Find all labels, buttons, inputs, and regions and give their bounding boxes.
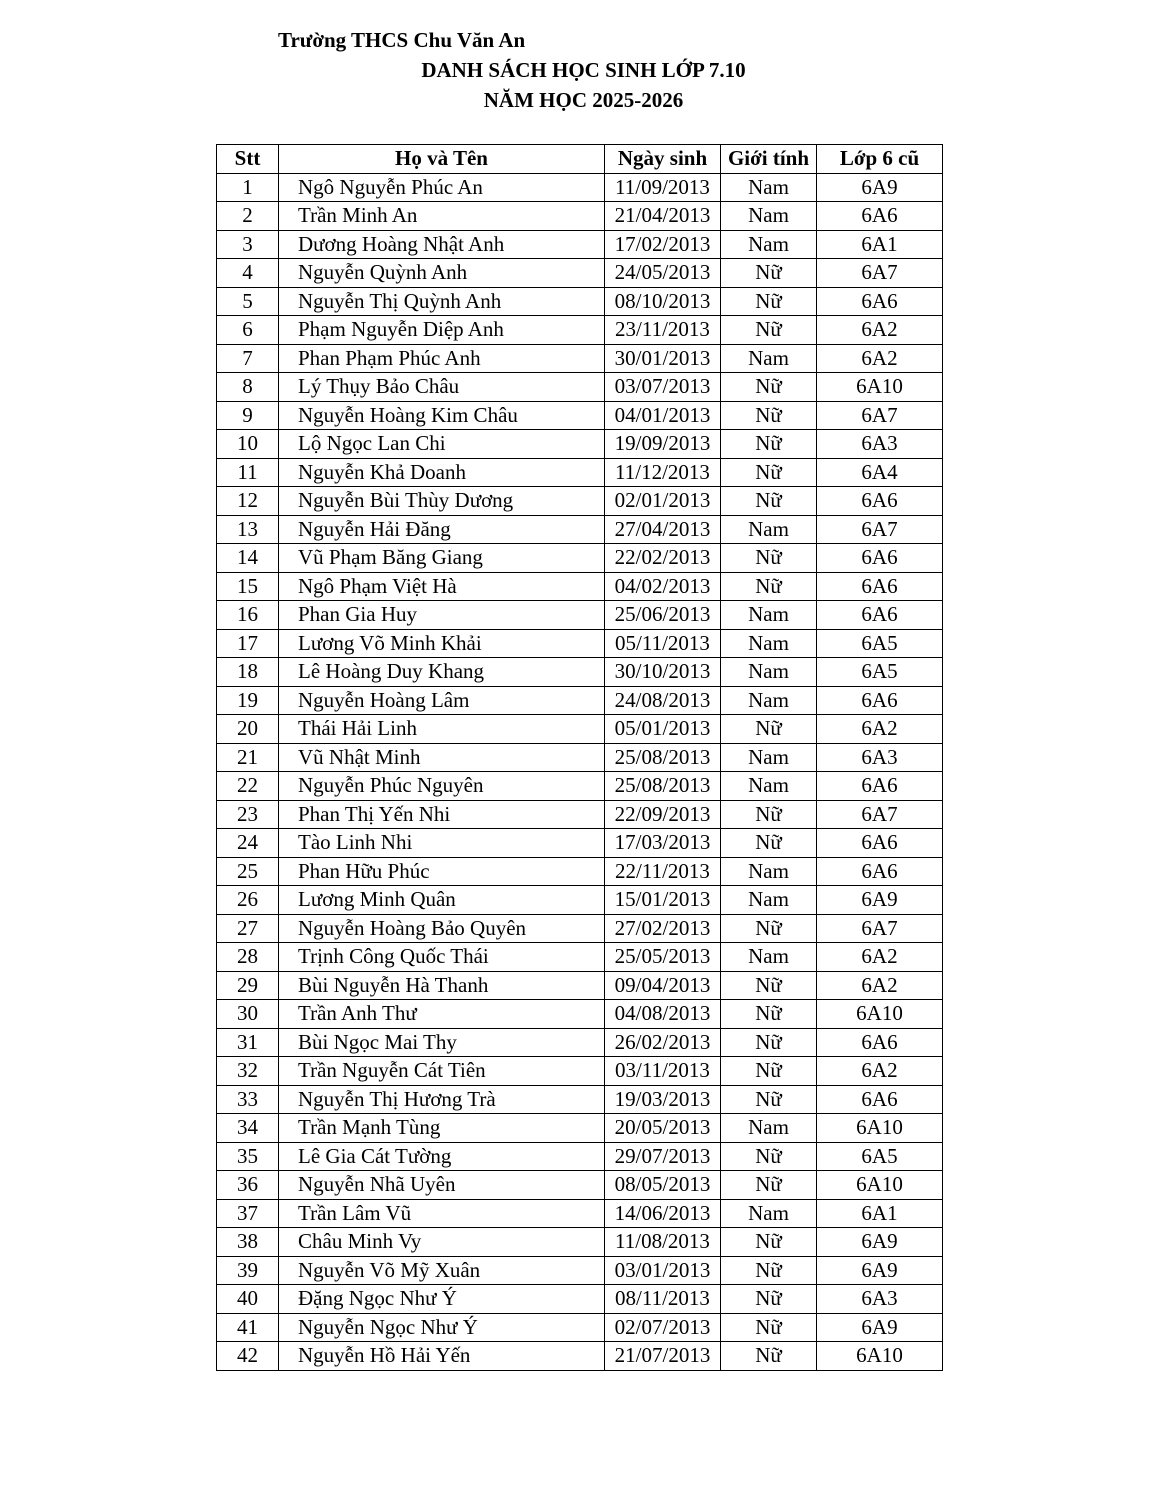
cell-gender: Nữ: [721, 1142, 817, 1171]
cell-birth-date: 27/04/2013: [605, 515, 721, 544]
cell-gender: Nữ: [721, 1085, 817, 1114]
cell-previous-class: 6A6: [817, 829, 943, 858]
cell-previous-class: 6A10: [817, 1171, 943, 1200]
cell-stt: 28: [217, 943, 279, 972]
cell-gender: Nam: [721, 1114, 817, 1143]
cell-previous-class: 6A6: [817, 202, 943, 231]
cell-birth-date: 19/09/2013: [605, 430, 721, 459]
cell-full-name: Phan Gia Huy: [279, 601, 605, 630]
cell-previous-class: 6A3: [817, 430, 943, 459]
table-row: [217, 487, 943, 516]
cell-birth-date: 08/11/2013: [605, 1285, 721, 1314]
cell-full-name: Nguyễn Hoàng Bảo Quyên: [279, 914, 605, 943]
cell-stt: 34: [217, 1114, 279, 1143]
table-row: [217, 772, 943, 801]
table-row: [217, 1342, 943, 1371]
cell-previous-class: 6A9: [817, 886, 943, 915]
cell-gender: Nữ: [721, 1342, 817, 1371]
cell-gender: Nữ: [721, 572, 817, 601]
cell-birth-date: 25/08/2013: [605, 772, 721, 801]
table-row: [217, 202, 943, 231]
cell-gender: Nữ: [721, 316, 817, 345]
cell-full-name: Phạm Nguyễn Diệp Anh: [279, 316, 605, 345]
table-row: [217, 230, 943, 259]
cell-stt: 40: [217, 1285, 279, 1314]
cell-previous-class: 6A9: [817, 173, 943, 202]
table-row: [217, 857, 943, 886]
cell-stt: 29: [217, 971, 279, 1000]
cell-full-name: Dương Hoàng Nhật Anh: [279, 230, 605, 259]
cell-full-name: Trần Nguyễn Cát Tiên: [279, 1057, 605, 1086]
cell-gender: Nữ: [721, 914, 817, 943]
cell-stt: 15: [217, 572, 279, 601]
cell-full-name: Bùi Nguyễn Hà Thanh: [279, 971, 605, 1000]
cell-previous-class: 6A4: [817, 458, 943, 487]
cell-birth-date: 27/02/2013: [605, 914, 721, 943]
cell-stt: 17: [217, 629, 279, 658]
cell-stt: 42: [217, 1342, 279, 1371]
cell-birth-date: 25/05/2013: [605, 943, 721, 972]
cell-gender: Nam: [721, 515, 817, 544]
table-row: [217, 715, 943, 744]
cell-birth-date: 04/02/2013: [605, 572, 721, 601]
cell-birth-date: 04/08/2013: [605, 1000, 721, 1029]
table-row: [217, 1171, 943, 1200]
document-title: DANH SÁCH HỌC SINH LỚP 7.10: [421, 58, 746, 82]
cell-stt: 14: [217, 544, 279, 573]
cell-previous-class: 6A6: [817, 857, 943, 886]
cell-full-name: Châu Minh Vy: [279, 1228, 605, 1257]
cell-stt: 27: [217, 914, 279, 943]
cell-previous-class: 6A2: [817, 344, 943, 373]
table-row: [217, 829, 943, 858]
student-list-table: [216, 144, 943, 1371]
cell-previous-class: 6A7: [817, 914, 943, 943]
cell-previous-class: 6A2: [817, 971, 943, 1000]
cell-birth-date: 22/11/2013: [605, 857, 721, 886]
cell-birth-date: 29/07/2013: [605, 1142, 721, 1171]
cell-full-name: Thái Hải Linh: [279, 715, 605, 744]
cell-gender: Nữ: [721, 287, 817, 316]
cell-birth-date: 11/12/2013: [605, 458, 721, 487]
cell-full-name: Đặng Ngọc Như Ý: [279, 1285, 605, 1314]
cell-full-name: Bùi Ngọc Mai Thy: [279, 1028, 605, 1057]
cell-full-name: Nguyễn Khả Doanh: [279, 458, 605, 487]
cell-birth-date: 02/01/2013: [605, 487, 721, 516]
cell-birth-date: 05/11/2013: [605, 629, 721, 658]
table-row: [217, 658, 943, 687]
cell-birth-date: 09/04/2013: [605, 971, 721, 1000]
cell-birth-date: 05/01/2013: [605, 715, 721, 744]
cell-birth-date: 15/01/2013: [605, 886, 721, 915]
table-row: [217, 316, 943, 345]
cell-stt: 18: [217, 658, 279, 687]
table-row: [217, 971, 943, 1000]
cell-gender: Nữ: [721, 259, 817, 288]
cell-previous-class: 6A6: [817, 1028, 943, 1057]
header-birth-date: Ngày sinh: [605, 145, 721, 174]
cell-full-name: Nguyễn Quỳnh Anh: [279, 259, 605, 288]
table-row: [217, 886, 943, 915]
cell-previous-class: 6A6: [817, 686, 943, 715]
cell-gender: Nam: [721, 601, 817, 630]
cell-previous-class: 6A9: [817, 1228, 943, 1257]
table-row: [217, 1114, 943, 1143]
cell-birth-date: 03/11/2013: [605, 1057, 721, 1086]
cell-stt: 22: [217, 772, 279, 801]
cell-previous-class: 6A2: [817, 316, 943, 345]
cell-stt: 20: [217, 715, 279, 744]
cell-full-name: Lý Thụy Bảo Châu: [279, 373, 605, 402]
cell-full-name: Phan Phạm Phúc Anh: [279, 344, 605, 373]
cell-full-name: Nguyễn Phúc Nguyên: [279, 772, 605, 801]
cell-previous-class: 6A2: [817, 943, 943, 972]
table-row: [217, 1228, 943, 1257]
cell-stt: 5: [217, 287, 279, 316]
table-row: [217, 686, 943, 715]
cell-stt: 37: [217, 1199, 279, 1228]
cell-previous-class: 6A5: [817, 629, 943, 658]
cell-gender: Nữ: [721, 544, 817, 573]
cell-gender: Nữ: [721, 1313, 817, 1342]
cell-full-name: Lương Võ Minh Khải: [279, 629, 605, 658]
cell-gender: Nữ: [721, 971, 817, 1000]
cell-gender: Nữ: [721, 1228, 817, 1257]
cell-gender: Nữ: [721, 1171, 817, 1200]
cell-birth-date: 03/07/2013: [605, 373, 721, 402]
cell-birth-date: 03/01/2013: [605, 1256, 721, 1285]
cell-previous-class: 6A10: [817, 373, 943, 402]
cell-full-name: Nguyễn Thị Quỳnh Anh: [279, 287, 605, 316]
cell-birth-date: 14/06/2013: [605, 1199, 721, 1228]
cell-birth-date: 23/11/2013: [605, 316, 721, 345]
table-row: [217, 1000, 943, 1029]
cell-stt: 1: [217, 173, 279, 202]
table-row: [217, 1285, 943, 1314]
table-row: [217, 601, 943, 630]
cell-stt: 26: [217, 886, 279, 915]
cell-previous-class: 6A7: [817, 401, 943, 430]
cell-gender: Nữ: [721, 1057, 817, 1086]
cell-stt: 19: [217, 686, 279, 715]
cell-previous-class: 6A2: [817, 1057, 943, 1086]
cell-previous-class: 6A5: [817, 658, 943, 687]
table-row: [217, 1142, 943, 1171]
cell-previous-class: 6A6: [817, 487, 943, 516]
cell-previous-class: 6A5: [817, 1142, 943, 1171]
cell-previous-class: 6A2: [817, 715, 943, 744]
cell-gender: Nam: [721, 743, 817, 772]
table-row: [217, 629, 943, 658]
cell-full-name: Nguyễn Hoàng Lâm: [279, 686, 605, 715]
cell-full-name: Ngô Nguyễn Phúc An: [279, 173, 605, 202]
table-body: [217, 173, 943, 1370]
table-row: [217, 800, 943, 829]
cell-stt: 23: [217, 800, 279, 829]
cell-full-name: Nguyễn Hồ Hải Yến: [279, 1342, 605, 1371]
cell-previous-class: 6A1: [817, 230, 943, 259]
header-gender: Giới tính: [721, 145, 817, 174]
cell-stt: 2: [217, 202, 279, 231]
cell-full-name: Trần Lâm Vũ: [279, 1199, 605, 1228]
table-header-row: [217, 145, 943, 174]
cell-birth-date: 17/02/2013: [605, 230, 721, 259]
cell-previous-class: 6A10: [817, 1114, 943, 1143]
cell-full-name: Vũ Nhật Minh: [279, 743, 605, 772]
cell-birth-date: 04/01/2013: [605, 401, 721, 430]
cell-gender: Nam: [721, 344, 817, 373]
cell-stt: 24: [217, 829, 279, 858]
table-row: [217, 1085, 943, 1114]
table-row: [217, 259, 943, 288]
cell-birth-date: 25/08/2013: [605, 743, 721, 772]
table-row: [217, 743, 943, 772]
cell-birth-date: 08/05/2013: [605, 1171, 721, 1200]
cell-previous-class: 6A3: [817, 743, 943, 772]
cell-birth-date: 24/05/2013: [605, 259, 721, 288]
cell-birth-date: 21/04/2013: [605, 202, 721, 231]
cell-full-name: Lương Minh Quân: [279, 886, 605, 915]
cell-stt: 13: [217, 515, 279, 544]
table-row: [217, 914, 943, 943]
cell-previous-class: 6A6: [817, 287, 943, 316]
cell-stt: 9: [217, 401, 279, 430]
cell-full-name: Nguyễn Bùi Thùy Dương: [279, 487, 605, 516]
cell-stt: 33: [217, 1085, 279, 1114]
cell-stt: 30: [217, 1000, 279, 1029]
table-row: [217, 458, 943, 487]
table-row: [217, 173, 943, 202]
cell-full-name: Lộ Ngọc Lan Chi: [279, 430, 605, 459]
cell-full-name: Lê Gia Cát Tường: [279, 1142, 605, 1171]
table-row: [217, 544, 943, 573]
cell-birth-date: 11/08/2013: [605, 1228, 721, 1257]
table-row: [217, 401, 943, 430]
cell-previous-class: 6A10: [817, 1000, 943, 1029]
cell-gender: Nam: [721, 1199, 817, 1228]
cell-gender: Nam: [721, 230, 817, 259]
cell-stt: 10: [217, 430, 279, 459]
table-row: [217, 373, 943, 402]
cell-birth-date: 22/09/2013: [605, 800, 721, 829]
cell-gender: Nữ: [721, 373, 817, 402]
table-row: [217, 1256, 943, 1285]
cell-previous-class: 6A7: [817, 515, 943, 544]
cell-stt: 3: [217, 230, 279, 259]
cell-gender: Nam: [721, 686, 817, 715]
cell-previous-class: 6A7: [817, 259, 943, 288]
table-row: [217, 344, 943, 373]
cell-stt: 21: [217, 743, 279, 772]
cell-stt: 8: [217, 373, 279, 402]
cell-gender: Nam: [721, 658, 817, 687]
cell-full-name: Trần Minh An: [279, 202, 605, 231]
cell-stt: 39: [217, 1256, 279, 1285]
school-year: NĂM HỌC 2025-2026: [483, 88, 684, 112]
table-row: [217, 1028, 943, 1057]
cell-gender: Nam: [721, 857, 817, 886]
cell-gender: Nữ: [721, 487, 817, 516]
cell-birth-date: 30/01/2013: [605, 344, 721, 373]
cell-birth-date: 08/10/2013: [605, 287, 721, 316]
table-row: [217, 287, 943, 316]
cell-full-name: Trần Anh Thư: [279, 1000, 605, 1029]
table-row: [217, 572, 943, 601]
cell-gender: Nữ: [721, 829, 817, 858]
cell-previous-class: 6A9: [817, 1313, 943, 1342]
cell-full-name: Trịnh Công Quốc Thái: [279, 943, 605, 972]
cell-previous-class: 6A9: [817, 1256, 943, 1285]
cell-birth-date: 19/03/2013: [605, 1085, 721, 1114]
cell-previous-class: 6A1: [817, 1199, 943, 1228]
header-previous-class: Lớp 6 cũ: [817, 145, 943, 174]
cell-stt: 32: [217, 1057, 279, 1086]
cell-gender: Nam: [721, 943, 817, 972]
cell-stt: 7: [217, 344, 279, 373]
cell-stt: 41: [217, 1313, 279, 1342]
cell-birth-date: 21/07/2013: [605, 1342, 721, 1371]
cell-gender: Nữ: [721, 401, 817, 430]
cell-gender: Nam: [721, 173, 817, 202]
cell-previous-class: 6A6: [817, 572, 943, 601]
cell-birth-date: 22/02/2013: [605, 544, 721, 573]
table-row: [217, 1057, 943, 1086]
cell-stt: 31: [217, 1028, 279, 1057]
header-full-name: Họ và Tên: [279, 145, 605, 174]
cell-full-name: Tào Linh Nhi: [279, 829, 605, 858]
cell-gender: Nam: [721, 886, 817, 915]
cell-full-name: Nguyễn Ngọc Như Ý: [279, 1313, 605, 1342]
cell-previous-class: 6A3: [817, 1285, 943, 1314]
cell-full-name: Vũ Phạm Băng Giang: [279, 544, 605, 573]
cell-gender: Nữ: [721, 1285, 817, 1314]
cell-stt: 12: [217, 487, 279, 516]
cell-full-name: Phan Thị Yến Nhi: [279, 800, 605, 829]
table-row: [217, 943, 943, 972]
cell-full-name: Trần Mạnh Tùng: [279, 1114, 605, 1143]
cell-gender: Nam: [721, 629, 817, 658]
table-row: [217, 1199, 943, 1228]
cell-full-name: Nguyễn Hải Đăng: [279, 515, 605, 544]
cell-gender: Nữ: [721, 800, 817, 829]
cell-gender: Nữ: [721, 1028, 817, 1057]
cell-previous-class: 6A6: [817, 772, 943, 801]
cell-birth-date: 20/05/2013: [605, 1114, 721, 1143]
header-stt: Stt: [217, 145, 279, 174]
cell-full-name: Phan Hữu Phúc: [279, 857, 605, 886]
cell-previous-class: 6A6: [817, 601, 943, 630]
cell-stt: 4: [217, 259, 279, 288]
cell-stt: 38: [217, 1228, 279, 1257]
cell-gender: Nữ: [721, 1000, 817, 1029]
cell-previous-class: 6A10: [817, 1342, 943, 1371]
cell-gender: Nữ: [721, 458, 817, 487]
cell-stt: 35: [217, 1142, 279, 1171]
cell-birth-date: 17/03/2013: [605, 829, 721, 858]
cell-birth-date: 30/10/2013: [605, 658, 721, 687]
cell-stt: 36: [217, 1171, 279, 1200]
cell-previous-class: 6A7: [817, 800, 943, 829]
cell-previous-class: 6A6: [817, 544, 943, 573]
cell-stt: 25: [217, 857, 279, 886]
cell-stt: 6: [217, 316, 279, 345]
table-row: [217, 430, 943, 459]
cell-full-name: Nguyễn Nhã Uyên: [279, 1171, 605, 1200]
cell-birth-date: 02/07/2013: [605, 1313, 721, 1342]
cell-stt: 16: [217, 601, 279, 630]
cell-gender: Nam: [721, 772, 817, 801]
cell-stt: 11: [217, 458, 279, 487]
table-row: [217, 515, 943, 544]
school-name: Trường THCS Chu Văn An: [278, 28, 526, 52]
cell-gender: Nữ: [721, 430, 817, 459]
cell-full-name: Ngô Phạm Việt Hà: [279, 572, 605, 601]
cell-gender: Nữ: [721, 1256, 817, 1285]
table-row: [217, 1313, 943, 1342]
cell-full-name: Nguyễn Thị Hương Trà: [279, 1085, 605, 1114]
cell-birth-date: 11/09/2013: [605, 173, 721, 202]
cell-gender: Nữ: [721, 715, 817, 744]
cell-full-name: Nguyễn Võ Mỹ Xuân: [279, 1256, 605, 1285]
cell-full-name: Lê Hoàng Duy Khang: [279, 658, 605, 687]
cell-gender: Nam: [721, 202, 817, 231]
cell-full-name: Nguyễn Hoàng Kim Châu: [279, 401, 605, 430]
cell-birth-date: 24/08/2013: [605, 686, 721, 715]
cell-birth-date: 26/02/2013: [605, 1028, 721, 1057]
cell-previous-class: 6A6: [817, 1085, 943, 1114]
cell-birth-date: 25/06/2013: [605, 601, 721, 630]
